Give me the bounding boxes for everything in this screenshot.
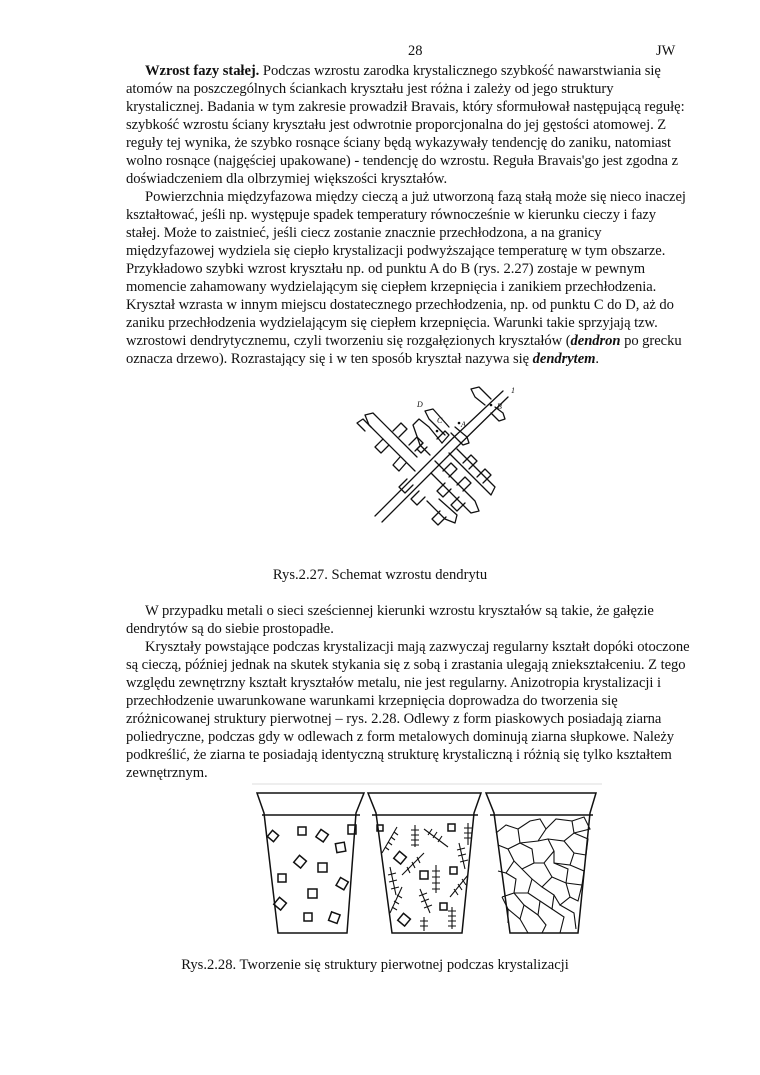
paragraph-line: W przypadku metali o sieci sześciennej kierunki wzrostu kryształów są takie, że gałęzie	[145, 603, 654, 619]
label-a: A	[461, 420, 466, 429]
page-number: 28	[408, 43, 423, 59]
dendrite-diagram	[345, 383, 520, 538]
paragraph-line: podkreślić, że ziarna te posiadają identyczną strukturę krystaliczną i różnią się tylko kształtem	[126, 747, 672, 763]
dendrite-figure	[345, 383, 520, 538]
paragraph-text: Podczas wzrostu zarodka krystalicznego szybkość nawarstwiania się	[259, 63, 661, 79]
paragraph-line: Kryształy powstające podczas krystalizacji mają zazwyczaj regularny kształt dopóki otoczone	[145, 639, 690, 655]
paragraph-line: Przykładowo szybki wzrost kryształu np. od punktu A do B (rys. 2.27) zostaje w pewnym	[126, 261, 646, 277]
term-dendron: dendron	[570, 333, 621, 349]
paragraph-line: wolno rosnące (najgęściej upakowane) - tendencję do wzrostu. Reguła Bravais'go jest zgodna z	[126, 153, 678, 169]
page-header-author: JW	[656, 43, 676, 59]
paragraph-line: dendrytów są do siebie prostopadłe.	[126, 621, 334, 637]
label-b: B	[497, 402, 502, 411]
term-dendrytem: dendrytem	[532, 351, 596, 367]
paragraph-line: stałej. Może to zaistnieć, jeśli ciecz zostanie znacznie przechłodzona, a na granicy	[126, 225, 602, 241]
paragraph-line	[126, 350, 706, 368]
crucible-grain-structure	[486, 793, 596, 933]
paragraph-line: zaniku przechłodzenia wydzielającym się ciepłem krzepnięcia. Warunki takie sprzyjają tzw.	[126, 315, 658, 331]
paragraph-line: zewnętrznym.	[126, 765, 208, 781]
label-c: C	[437, 416, 443, 425]
paragraph-line: międzyfazowej wydziela się ciepło krystalizacji podwyższające temperaturę w tym obszarze.	[126, 243, 666, 259]
paragraph-line: poliedryczne, podczas gdy w odlewach z form metalowych dominują ziarna słupkowe. Należy	[126, 729, 674, 745]
section-heading: Wzrost fazy stałej.	[145, 63, 260, 79]
paragraph-text: wzrostowi dendrytycznemu, czyli tworzeniu się rozgałęzionych kryształów (	[126, 333, 571, 349]
paragraph-line: przechłodzenie uwarunkowane warunkami krzepnięcia doprowadza do tworzenia się	[126, 693, 618, 709]
paragraph-line	[145, 62, 725, 80]
label-d: D	[417, 400, 423, 409]
crystallization-figure	[252, 783, 602, 935]
label-1: 1	[511, 386, 515, 395]
paragraph-line: zróżnicowanej struktury pierwotnej – rys. 2.28. Odlewy z form piaskowych posiadają ziarna	[126, 711, 662, 727]
figure-caption: Rys.2.28. Tworzenie się struktury pierwotnej podczas krystalizacji	[181, 957, 569, 973]
paragraph-line: są cieczą, później jednak na skutek stykania się z sobą i zrastania ulegają zniekształceniu. Z tego	[126, 657, 686, 673]
paragraph-line: Kryształ wzrasta w innym miejscu dostatecznego przechłodzenia, np. od punktu C do D, aż do	[126, 297, 674, 313]
paragraph-line: atomów na poszczególnych ściankach kryształu jest różna i zależy od jego struktury	[126, 81, 614, 97]
paragraph-line: szybkość wzrostu ściany kryształu jest odwrotnie proporcjonalna do jej gęstości atomowej. Z	[126, 117, 667, 133]
paragraph-text: oznacza drzewo). Rozrastający się i w ten sposób kryształ nazywa się	[126, 351, 533, 367]
paragraph-line	[126, 332, 706, 350]
paragraph-text: po grecku	[620, 333, 682, 349]
crucible-polyhedral	[257, 793, 364, 933]
paragraph-line: względu zewnętrzny kształt kryształów metalu, nie jest regularny. Anizotropia krystalizacji i	[126, 675, 661, 691]
paragraph-text: .	[595, 351, 600, 367]
paragraph-line: reguły tej wynika, że szybko rosnące ściany będą wykazywały tendencję do zaniku, natomiast	[126, 135, 672, 151]
paragraph-line: doświadczeniem dla olbrzymiej większości kryształów.	[126, 171, 448, 187]
paragraph-line: krystalicznej. Badania w tym zakresie prowadził Bravais, który sformułował następującą regułę:	[126, 99, 685, 115]
figure-caption: Rys.2.27. Schemat wzrostu dendrytu	[272, 567, 488, 583]
paragraph-line: Powierzchnia międzyfazowa między cieczą a już utworzoną fazą stałą może się nieco inaczej	[145, 189, 686, 205]
paragraph-line: kształtować, jeśli np. występuje spadek temperatury równocześnie w kierunku cieczy i fazy	[126, 207, 657, 223]
paragraph-line: momencie zahamowany wydzielającym się ciepłem krzepnięcia i zanikiem przechłodzenia.	[126, 279, 657, 295]
crucible-dendritic	[368, 793, 481, 933]
crucibles-diagram	[252, 783, 602, 935]
